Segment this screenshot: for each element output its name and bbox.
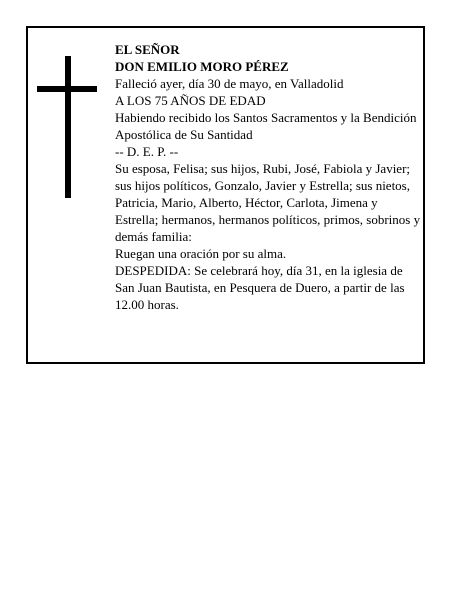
cross-icon-crossbar: [37, 86, 97, 92]
cross-icon: [65, 56, 71, 198]
family-text: Su esposa, Felisa; sus hijos, Rubi, José, Fabiola y Javier; sus hijos políticos, Gonzalo, Javier y Estrella; sus nietos, Patricia, Mario, Alberto, Héctor, Carlota, Jimena y Estrella; hermanos, hermanos políticos, primos, sobrinos y demás familia:: [115, 161, 421, 244]
farewell-text: DESPEDIDA: Se celebrará hoy, día 31, en la iglesia de San Juan Bautista, en Pesquera de Duero, a partir de las 12.00 horas.: [115, 263, 405, 312]
sacraments-text: Habiendo recibido los Santos Sacramentos y la Bendición Apostólica de Su Santidad: [115, 110, 417, 142]
prayer-text: Ruegan una oración por su alma.: [115, 246, 287, 261]
deceased-name: DON EMILIO MORO PÉREZ: [115, 59, 289, 74]
notice-text: [115, 41, 423, 313]
rip-text: -- D. E. P. --: [115, 144, 179, 159]
age-line: A LOS 75 AÑOS DE EDAD: [115, 93, 266, 108]
obituary-notice: [26, 26, 425, 364]
notice-title: EL SEÑOR: [115, 42, 180, 57]
death-line: Falleció ayer, día 30 de mayo, en Valladolid: [115, 76, 344, 91]
